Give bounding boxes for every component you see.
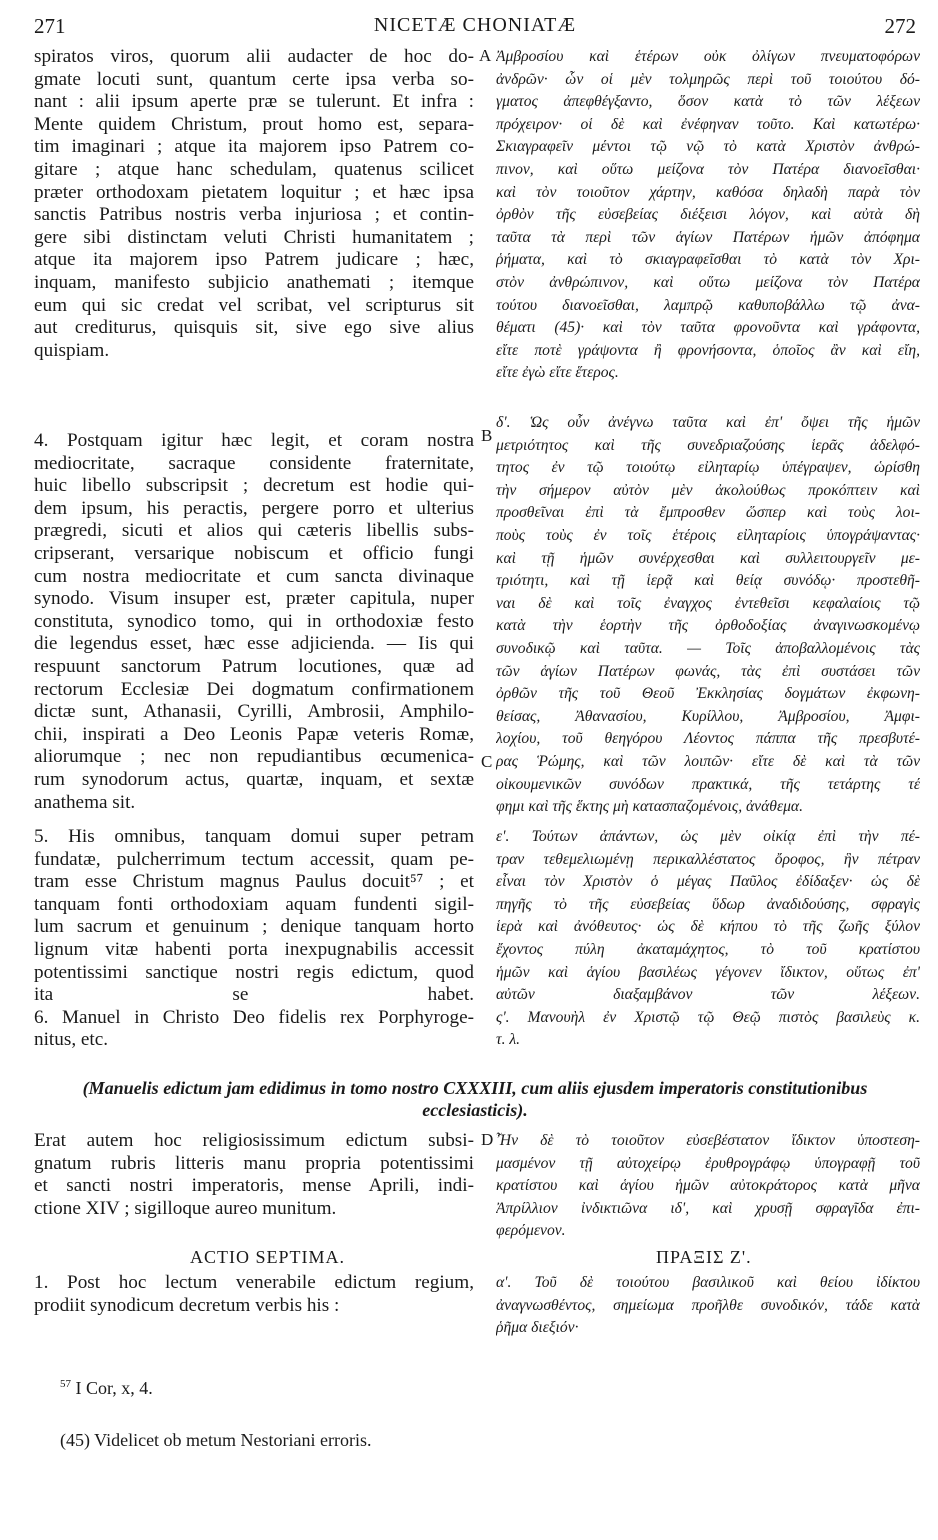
text-line: α'. Τοῦ δὲ τοιούτου βασιλικοῦ καὶ θείου ἰδίκτου bbox=[496, 1274, 920, 1291]
text-line: ς'. Μανουὴλ ἐν Χριστῷ τῷ Θεῷ πιστὸς βασιλεὺς κ. bbox=[496, 1008, 920, 1026]
text-line: quispiam. bbox=[34, 339, 110, 361]
text-line: ε'. Τούτων ἁπάντων, ὡς μὲν οἰκίᾳ ἐπὶ τὴν πέ- bbox=[496, 828, 920, 845]
text-line: et sancti nostri imperatoris, mense Aprili, indi- bbox=[34, 1175, 474, 1197]
text-line: Ἀμβροσίου καὶ ἑτέρων οὐκ ὀλίγων πνευματοφόρων bbox=[496, 48, 920, 65]
text-line: προσθεῖναι ἐπὶ τὰ ἔμπροσθεν ὥσπερ καὶ τοὺς λοι- bbox=[496, 504, 920, 522]
text-line: συνοδικῷ καὶ ταῦτα. — Τοῖς ἀποβαλλομένοις τὰς bbox=[496, 639, 920, 657]
text-line: die legendus esset, hæc esse adjicienda. — Iis qui bbox=[34, 633, 474, 655]
column-marker-c: C bbox=[481, 752, 493, 771]
text-line: prodiit synodicum decretum verbis his : bbox=[34, 1294, 340, 1316]
text-line: τὴν σήμερον αὐτὸν μὲν ἀκολούθως προκόπτειν καὶ bbox=[496, 481, 920, 499]
greek-edict-subscription bbox=[496, 1130, 920, 1243]
text-line: Erat autem hoc religiosissimum edictum subsi- bbox=[34, 1130, 474, 1151]
text-line: tram esse Christum magnus Paulus docuit⁵⁷ ; et bbox=[34, 871, 474, 893]
text-line: πηγῆς τὸ τῆς εὐσεβείας ὕδωρ ἀναδιδούσης, σφραγὶς bbox=[496, 895, 920, 913]
text-line: lum sacrum et genuinum ; denique tanquam horto bbox=[34, 916, 474, 938]
latin-section-heading: ACTIO SEPTIMA. bbox=[190, 1247, 346, 1267]
text-line: κρατίστου καὶ ἁγίου ἡμῶν αὐτοκράτορος κατὰ μῆνα bbox=[496, 1177, 920, 1195]
text-line: ὀρθὸν τῆς εὐσεβείας διέξεισι λόγον, καὶ αὐτὰ δὴ bbox=[496, 206, 920, 224]
text-line: Ἀπρίλλιον ἰνδικτιῶνα ιδ', καὶ χρυσῇ σφραγῖδα ἐπι- bbox=[496, 1199, 920, 1217]
column-marker-d: D bbox=[481, 1130, 494, 1149]
text-line: rum synodorum actus, quartæ, inquam, et sextæ bbox=[34, 768, 474, 790]
text-line: respuunt sanctorum Patrum locutiones, quæ ad bbox=[34, 655, 474, 677]
text-line: aliorumque ; nec non repudiantibus œcumenica- bbox=[34, 746, 474, 768]
text-line: εἴτε ἐγὼ εἴτε ἕτερος. bbox=[496, 364, 619, 382]
text-line: μετριότητος καὶ τῆς συνεδριαζούσης ἱερᾶς ἀδελφό- bbox=[496, 436, 920, 454]
text-line: στὸν ἀνθρώπινον, καὶ οὕτω μείζονα τὸν Πατέρα bbox=[496, 273, 920, 291]
text-line: τητος ἐν τῷ τοιούτῳ εἰληταρίῳ ὑπέγραψεν, ὡρίσθη bbox=[496, 459, 920, 477]
text-line: præter orthodoxam pietatem loquitur ; et hæc ipsa bbox=[34, 181, 474, 203]
text-line: ἡμῶν καὶ ἁγίου βασιλέως γέγονεν ἴδικτον, οὕτως ἐπ' bbox=[496, 963, 920, 981]
text-line: synodo. Visum insuper est, præter capitula, nuper bbox=[34, 588, 474, 610]
text-line: gmate locuti sunt, quantum certe ipsa verba so- bbox=[34, 68, 474, 90]
text-line: sanctis Patribus nostris verba injuriosa ; et contin- bbox=[34, 204, 474, 226]
text-line: atque ita majorem ipso Patrem judicare ; hæc, bbox=[34, 249, 474, 271]
text-line: καὶ τὸν τοιοῦτον χάρτην, καθόσα δηλαδὴ παρὰ τὸν bbox=[496, 183, 920, 201]
editorial-note: (Manuelis edictum jam edidimus in tomo nostro CXXXIII, cum aliis ejusdem imperatoris constitutionibus ecclesiasticis). bbox=[82, 1078, 868, 1120]
text-line: ἱερὰ καὶ ἀνόθευτος· ὡς δὲ κήπου τὸ τῆς ζωῆς ξύλον bbox=[496, 918, 920, 936]
column-marker-a: A bbox=[479, 46, 492, 65]
text-line: θείσας, Ἀθανασίου, Κυρίλλου, Ἀμβροσίου, Ἀμφι- bbox=[496, 707, 920, 725]
text-line: 6. Manuel in Christo Deo fidelis rex Porphyroge- bbox=[34, 1006, 474, 1028]
greek-actio-paragraph-1 bbox=[496, 1272, 920, 1340]
text-line: ναι δὲ καὶ τοῖς ἐναγχος ἐντεθεῖσι κεφαλαίοις τῷ bbox=[496, 594, 920, 612]
footnote-text: I Cor, x, 4. bbox=[75, 1378, 153, 1398]
text-line: tim imaginari ; atque ita majorem ipso Patrem co- bbox=[34, 136, 474, 158]
text-line: anathema sit. bbox=[34, 791, 136, 813]
text-line: rectorum Ecclesiæ Dei dogmatum confirmationem bbox=[34, 678, 474, 700]
latin-edict-subscription bbox=[34, 1130, 474, 1220]
text-line: φημι καὶ τῆς ἕκτης μὴ κατασπαζομένοις, ἀνάθεμα. bbox=[496, 798, 803, 816]
text-line: dem ipsum, his peractis, pergere porro et ulterius bbox=[34, 497, 474, 519]
greek-paragraph-3 bbox=[496, 46, 920, 385]
text-line: ctione XIV ; sigilloque aureo munitum. bbox=[34, 1197, 337, 1219]
text-line: θέματι (45)· καὶ τὸν ταῦτα φρονοῦντα καὶ γράφοντα, bbox=[496, 319, 920, 337]
text-line: μασμένον τῇ αὐτοχείρῳ ἐρυθρογράφῳ ὑπογραφῇ τοῦ bbox=[496, 1154, 920, 1172]
text-line: prægredi, sicuti et alios qui cæteris libellis subs- bbox=[34, 520, 474, 542]
text-line: κατὰ τὴν ἑορτὴν τῆς ὀρθοδοξίας ἀναγινωσκομένῳ bbox=[496, 617, 920, 635]
text-line: gere sibi distinctam veluti Christi humanitatem ; bbox=[34, 226, 474, 248]
text-line: ῥήματα, καὶ τὸ σκιαγραφεῖσθαι τὸ κατὰ τὸν Χρι- bbox=[496, 251, 920, 269]
text-line: τ. λ. bbox=[496, 1031, 521, 1049]
footnote-mark: 57 bbox=[60, 1378, 71, 1390]
latin-paragraph-3 bbox=[34, 46, 474, 362]
text-line: φερόμενον. bbox=[496, 1222, 566, 1240]
greek-paragraph-5-6 bbox=[496, 826, 920, 1052]
footnote-45 bbox=[60, 1430, 372, 1451]
text-line: inquam, manifesto subjicio anathemati ; itemque bbox=[34, 271, 474, 293]
text-line: eum qui sic credat vel scribat, vel scripturus sit bbox=[34, 294, 474, 316]
text-line: chii, inspirati a Deo Leonis Papæ veteris Romæ, bbox=[34, 723, 474, 745]
footnote-text: (45) Videlicet ob metum Nestoriani erroris. bbox=[60, 1430, 372, 1450]
text-line: τραν τεθεμελιωμένῃ περικαλλέστατος ὄροφος, ἣν πέτραν bbox=[496, 850, 920, 868]
latin-actio-paragraph-1 bbox=[34, 1272, 474, 1317]
text-line: 5. His omnibus, tanquam domui super petram bbox=[34, 826, 474, 847]
text-line: gitare ; atque hanc schedulam, quatenus scilicet bbox=[34, 158, 474, 180]
text-line: ἔχοντος πύλη ἀκαταμάχητος, τὸ τοῦ κρατίστου bbox=[496, 940, 920, 958]
text-line: constituta, synodico tomo, qui in orthodoxiæ festo bbox=[34, 610, 474, 632]
text-line: 1. Post hoc lectum venerabile edictum regium, bbox=[34, 1272, 474, 1293]
text-line: huic libello subscripsit ; decretum est hodie qui- bbox=[34, 475, 474, 497]
text-line: πινον, καὶ οὕτω μείζονα τὸν Πατέρα διανοεῖσθαι· bbox=[496, 160, 920, 178]
text-line: ἀνδρῶν· ὧν οἱ μὲν τολμηρῶς περὶ τοῦ τοιούτου δό- bbox=[496, 70, 920, 88]
text-line: ῥῆμα διεξιόν· bbox=[496, 1319, 579, 1337]
text-line: lignum vitæ habenti porta inexpugnabilis accessit bbox=[34, 938, 474, 960]
text-line: πρόχειρον· οἱ δὲ καὶ ἐνέφηναν τοῦτο. Καὶ κατωτέρω· bbox=[496, 115, 920, 133]
text-line: aut crediturus, quisquis sit, sive ego sive alius bbox=[34, 317, 474, 339]
page-number-right: 272 bbox=[884, 14, 916, 38]
text-line: dictæ sunt, Athanasii, Cyrilli, Ambrosii, Amphilo- bbox=[34, 701, 474, 723]
text-line: ποὺς τοὺς ἐν τοῖς ἑτέροις εἰληταρίοις ὑπογράψαντας· bbox=[496, 526, 920, 544]
text-line: ὀρθῶν τῆς τοῦ Θεοῦ Ἐκκλησίας δογμάτων ἐκφωνη- bbox=[496, 685, 920, 703]
text-line: ρας Ῥώμης, καὶ τῶν λοιπῶν· εἴτε δὲ καὶ τὰ τῶν bbox=[496, 752, 920, 770]
running-title: NICETÆ CHONIATÆ bbox=[373, 14, 577, 36]
greek-section-heading: ΠΡΑΞΙΣ Ζ'. bbox=[656, 1247, 752, 1267]
text-line: 4. Postquam igitur hæc legit, et coram nostra bbox=[34, 430, 474, 451]
text-line: tanquam fonti orthodoxiam aquam fundenti sigil- bbox=[34, 893, 474, 915]
text-line: nant : alii ipsum aperte præ se tulerunt. Et infra : bbox=[34, 91, 474, 113]
text-line: spiratos viros, quorum alii audacter de hoc do- bbox=[34, 46, 474, 67]
greek-paragraph-4 bbox=[496, 412, 920, 819]
text-line: αὐτῶν διαξαμβάνον τῶν λέξεων. bbox=[496, 986, 920, 1004]
text-line: λοχίου, τοῦ θεηγόρου Λέοντος πάππα τῆς πρεσβυτέ- bbox=[496, 730, 920, 748]
text-line: mediocritate, sacraque considente fraternitate, bbox=[34, 452, 474, 474]
text-line: ita se habet. bbox=[34, 984, 474, 1006]
text-line: γματος ἀπεφθέγξαντο, ὅσον κατὰ τὸ τῶν λέξεων bbox=[496, 93, 920, 111]
text-line: Mente quidem Christum, prout homo est, separa- bbox=[34, 113, 474, 135]
running-header bbox=[34, 14, 916, 42]
page-number-left: 271 bbox=[34, 14, 66, 38]
text-line: εἴτε ποτὲ γράψοντα ἢ φρονήσοντα, ὁποῖος ἂν καὶ εἴη, bbox=[496, 341, 920, 359]
text-line: Ἦν δὲ τὸ τοιοῦτον εὐσεβέστατον ἴδικτον ὑποστεση- bbox=[496, 1132, 920, 1149]
text-line: nitus, etc. bbox=[34, 1029, 109, 1051]
column-marker-b: B bbox=[481, 426, 493, 445]
latin-paragraph-5-6 bbox=[34, 826, 474, 1052]
text-line: gnatum rubris litteris manu propria potentissimi bbox=[34, 1152, 474, 1174]
text-line: cum nostra mediocritate et cum sancta divinaque bbox=[34, 565, 474, 587]
text-line: τριότητι, καὶ τῇ ἱερᾷ καὶ θείᾳ συνόδῳ· προστεθῆ- bbox=[496, 572, 920, 590]
text-line: ἀναγνωσθέντος, σημείωμα προῆλθε συνοδικόν, τάδε κατὰ bbox=[496, 1296, 920, 1314]
text-line: fundatæ, pulcherrimum tectum accessit, quam pe- bbox=[34, 848, 474, 870]
text-line: Σκιαγραφεῖν μέντοι τῷ νῷ τὸ κατὰ Χριστὸν ἀνθρώ- bbox=[496, 138, 920, 156]
text-line: τῶν ἁγίων Πατέρων φωνάς, τὰς ἐπὶ συστάσει τῶν bbox=[496, 662, 920, 680]
text-line: τούτου διανοεῖσθαι, λαμπρῷ καθυποβάλλω τῷ ἀνα- bbox=[496, 296, 920, 314]
text-line: ταῦτα τὰ περὶ τῶν ἁγίων Πατέρων ἡμῶν ἀπόφημα bbox=[496, 228, 920, 246]
text-line: καὶ τῇ ἡμῶν συνέρχεσθαι καὶ συλλειτουργεῖν με- bbox=[496, 549, 920, 567]
text-line: cripserant, versarique nobiscum et officio fungi bbox=[34, 542, 474, 564]
text-line: οἰκουμενικῶν συνόδων πρακτικά, τῆς τετάρτης τέ bbox=[496, 775, 920, 793]
text-line: δ'. Ὡς οὖν ἀνέγνω ταῦτα καὶ ἐπ' ὄψει τῆς ἡμῶν bbox=[496, 414, 920, 431]
footnote-57 bbox=[60, 1378, 153, 1399]
latin-paragraph-4 bbox=[34, 430, 474, 814]
text-line: potentissimi sanctique nostri regis edictum, quod bbox=[34, 961, 474, 983]
text-line: εἶναι τὸν Χριστὸν ὁ μέγας Παῦλος ἐδίδαξεν· ὡς δὲ bbox=[496, 873, 920, 891]
